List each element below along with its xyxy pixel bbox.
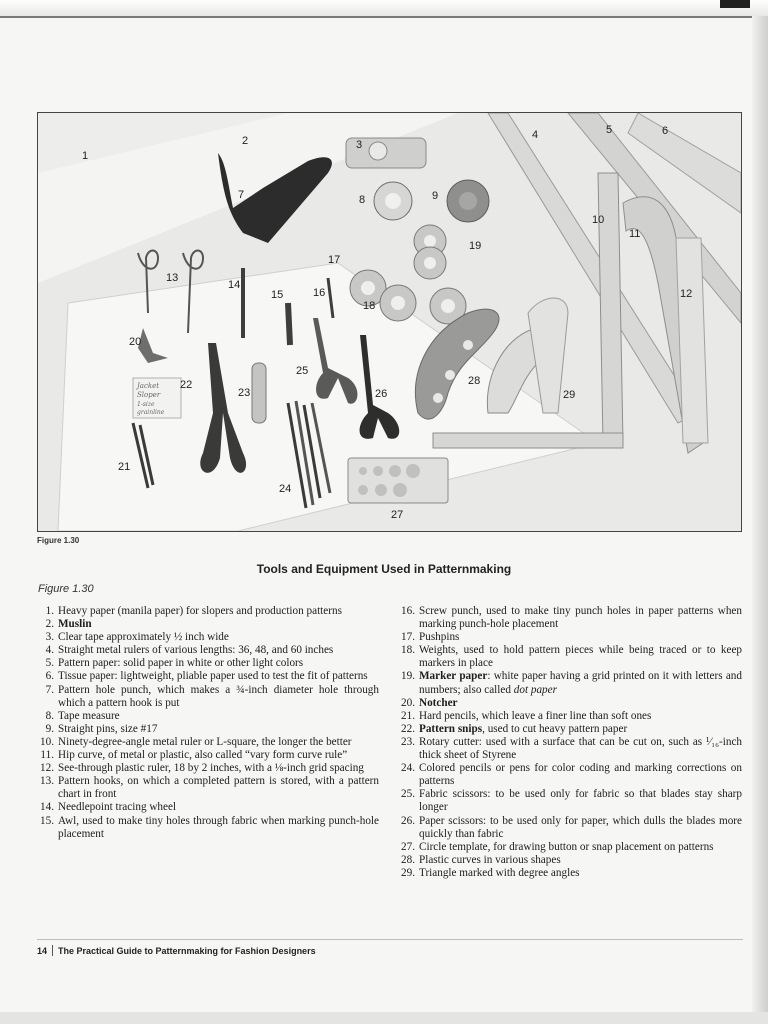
item-text-part: Hip curve, of metal or plastic, also called “vary form curve rule” — [58, 749, 348, 762]
item-text — [58, 749, 379, 762]
callout-6: 6 — [662, 125, 669, 137]
scan-edge-right — [752, 16, 768, 1024]
item-number: 7. — [45, 683, 54, 696]
item-text — [58, 762, 379, 775]
callout-22: 22 — [180, 379, 193, 391]
callout-24: 24 — [279, 483, 292, 495]
item-text — [58, 644, 379, 657]
scan-edge-top — [0, 0, 768, 18]
item-text — [419, 644, 742, 670]
callout-26: 26 — [375, 388, 388, 400]
item-number: 24. — [401, 762, 415, 775]
item-number: 14. — [40, 801, 54, 814]
list-item — [37, 605, 379, 618]
list-item — [398, 670, 742, 696]
list-item — [398, 815, 742, 841]
list-item — [398, 605, 742, 631]
item-number: 5. — [45, 657, 54, 670]
item-text-part: Heavy paper (manila paper) for slopers and production patterns — [58, 605, 342, 617]
footer-divider — [37, 939, 743, 940]
list-item — [37, 736, 379, 749]
item-text-part: Screw punch, used to make tiny punch holes in paper patterns when marking punch-hole placement — [419, 605, 742, 631]
item-number: 11. — [40, 749, 54, 762]
item-number: 12. — [40, 762, 54, 775]
item-text-part: Pushpins — [419, 631, 460, 644]
callout-27: 27 — [391, 509, 404, 521]
item-number: 22. — [401, 722, 415, 735]
callout-20: 20 — [129, 336, 142, 348]
list-item — [398, 788, 742, 814]
callout-10: 10 — [592, 214, 605, 226]
item-text-part: Pattern hole punch, which makes a ¾-inch diameter hole through which a pattern hook is put — [58, 683, 379, 709]
item-text — [419, 605, 742, 631]
item-text — [58, 618, 379, 631]
item-text-part: Tissue paper: lightweight, pliable paper used to test the fit of patterns — [58, 670, 368, 683]
callout-17: 17 — [328, 254, 341, 266]
list-item — [37, 684, 379, 710]
item-text-part: Straight pins, size #17 — [58, 722, 158, 735]
item-number: 3. — [45, 631, 54, 644]
item-text — [58, 710, 379, 723]
item-number: 8. — [45, 709, 54, 722]
callout-8: 8 — [359, 194, 366, 206]
term-bold: Marker paper — [419, 670, 488, 683]
item-text-part: Colored pencils or pens for color coding and marking corrections on patterns — [419, 762, 742, 788]
footer-separator — [52, 945, 53, 956]
item-number: 27. — [401, 840, 415, 853]
item-number: 4. — [45, 644, 54, 657]
callout-15: 15 — [271, 289, 284, 301]
item-number: 21. — [401, 709, 415, 722]
tag-line-1: Jacket — [137, 382, 160, 390]
item-text-part: Triangle marked with degree angles — [419, 866, 580, 879]
item-text — [419, 736, 742, 762]
item-number: 15. — [40, 814, 54, 827]
item-text-part: Weights, used to hold pattern pieces while being traced or to keep markers in place — [419, 644, 742, 670]
list-item — [37, 710, 379, 723]
item-text — [58, 775, 379, 801]
item-number: 2. — [45, 618, 54, 631]
figure-caption: Figure 1.30 — [38, 583, 94, 595]
item-text — [58, 684, 379, 710]
item-text-part: See-through plastic ruler, 18 by 2 inches, with a ⅛-inch grid spacing — [58, 762, 364, 775]
callout-19: 19 — [469, 240, 482, 252]
callout-16: 16 — [313, 287, 326, 299]
item-text — [419, 631, 742, 644]
item-text — [419, 815, 742, 841]
callout-3: 3 — [356, 139, 363, 151]
term-italic: dot paper — [513, 683, 557, 696]
list-item — [37, 644, 379, 657]
item-text — [419, 670, 742, 696]
list-item — [398, 710, 742, 723]
item-text — [58, 605, 379, 618]
section-title: Tools and Equipment Used in Patternmaking — [256, 562, 512, 576]
callout-4: 4 — [532, 129, 539, 141]
tools-list-left — [37, 605, 379, 841]
tools-photograph — [37, 112, 742, 532]
list-item — [37, 657, 379, 670]
item-text — [419, 697, 742, 710]
item-text-part: Straight metal rulers of various lengths: 36, 48, and 60 inches — [58, 644, 334, 657]
list-item — [398, 723, 742, 736]
list-item — [37, 762, 379, 775]
item-text — [419, 762, 742, 788]
item-text — [58, 736, 379, 749]
callout-23: 23 — [238, 387, 251, 399]
item-text-part: : white paper having a grid printed on it with letters and numbers; also called — [419, 670, 742, 696]
callout-12: 12 — [680, 288, 693, 300]
term-bold: Notcher — [419, 696, 458, 709]
item-number: 16. — [401, 605, 415, 617]
callout-13: 13 — [166, 272, 179, 284]
term-bold: Pattern snips — [419, 722, 483, 735]
item-number: 10. — [40, 735, 54, 748]
list-item — [398, 854, 742, 867]
item-number: 18. — [401, 644, 415, 657]
item-text — [419, 710, 742, 723]
page-number: 14 — [37, 946, 48, 956]
item-text — [58, 801, 379, 814]
list-item — [398, 736, 742, 762]
figure-label: Figure 1.30 — [37, 536, 80, 545]
list-item — [398, 697, 742, 710]
list-item — [37, 775, 379, 801]
item-number: 28. — [401, 853, 415, 866]
callout-11: 11 — [629, 228, 641, 240]
item-text — [419, 867, 742, 880]
item-text-part: Clear tape approximately ½ inch wide — [58, 631, 229, 644]
callout-2: 2 — [242, 135, 249, 147]
list-item — [37, 723, 379, 736]
item-number: 20. — [401, 696, 415, 709]
tag-line-3: 1-size — [137, 401, 155, 408]
item-text-part: , used to cut heavy pattern paper — [482, 722, 628, 735]
item-number: 1. — [45, 605, 54, 617]
item-number: 9. — [45, 722, 54, 735]
callout-28: 28 — [468, 375, 481, 387]
rotary-cutter-23 — [252, 363, 266, 423]
item-number: 23. — [401, 735, 415, 748]
list-item — [37, 815, 379, 841]
term-bold: Muslin — [58, 618, 92, 631]
callout-1: 1 — [82, 150, 89, 162]
item-text-part: Pattern paper: solid paper in white or other light colors — [58, 657, 304, 670]
item-number: 25. — [401, 788, 415, 801]
callout-25: 25 — [296, 365, 309, 377]
item-number: 6. — [45, 670, 54, 683]
tag-line-2: Sloper — [137, 391, 161, 399]
item-text-part: Hard pencils, which leave a finer line than soft ones — [419, 709, 652, 722]
item-text — [419, 788, 742, 814]
item-text-part: Awl, used to make tiny holes through fabric when marking punch-hole placement — [58, 814, 379, 840]
item-text — [419, 854, 742, 867]
page-footer — [37, 945, 316, 956]
list-item — [37, 618, 379, 631]
callout-29: 29 — [563, 389, 576, 401]
callout-5: 5 — [606, 124, 613, 136]
item-text-part: Circle template, for drawing button or snap placement on patterns — [419, 840, 714, 853]
item-text — [419, 841, 742, 854]
list-item — [398, 867, 742, 880]
list-item — [37, 749, 379, 762]
item-text-part: Paper scissors: to be used only for paper, which dulls the blades more quickly than fabric — [419, 814, 742, 840]
item-text-part: Pattern hooks, on which a completed pattern is stored, with a pattern chart in front — [58, 775, 379, 801]
callout-14: 14 — [228, 279, 241, 291]
list-item — [398, 631, 742, 644]
item-text — [58, 657, 379, 670]
item-text — [58, 723, 379, 736]
item-number: 26. — [401, 814, 415, 827]
l-square-10-base — [433, 433, 623, 448]
list-item — [37, 670, 379, 683]
scan-edge-bottom — [0, 1012, 768, 1024]
list-item — [37, 801, 379, 814]
tools-list-right — [398, 605, 742, 880]
item-text — [58, 631, 379, 644]
callout-9: 9 — [432, 190, 439, 202]
list-item — [398, 762, 742, 788]
item-text — [58, 670, 379, 683]
item-text-part: Plastic curves in various shapes — [419, 853, 561, 866]
item-text — [58, 815, 379, 841]
item-text-part: Tape measure — [58, 709, 120, 722]
item-number: 19. — [401, 670, 415, 683]
item-number: 29. — [401, 866, 415, 879]
list-item — [37, 631, 379, 644]
item-number: 17. — [401, 631, 415, 644]
item-number: 13. — [40, 775, 54, 788]
awl-15 — [288, 303, 290, 345]
book-title: The Practical Guide to Patternmaking for Fashion Designers — [58, 946, 316, 956]
item-text — [419, 723, 742, 736]
item-text-part: Needlepoint tracing wheel — [58, 801, 177, 814]
callout-21: 21 — [118, 461, 131, 473]
item-text-part: Ninety-degree-angle metal ruler or L-square, the longer the better — [58, 735, 352, 748]
tools-illustration — [38, 113, 741, 531]
item-text-part: Fabric scissors: to be used only for fabric so that blades stay sharp longer — [419, 788, 742, 814]
list-item — [398, 644, 742, 670]
list-item — [398, 841, 742, 854]
item-text-part: Rotary cutter: used with a surface that can be cut on, such as ¹⁄₁₆-inch thick sheet of Styrene — [419, 735, 742, 762]
callout-18: 18 — [363, 300, 376, 312]
tag-line-4: grainline — [137, 409, 165, 416]
callout-7: 7 — [238, 189, 245, 201]
